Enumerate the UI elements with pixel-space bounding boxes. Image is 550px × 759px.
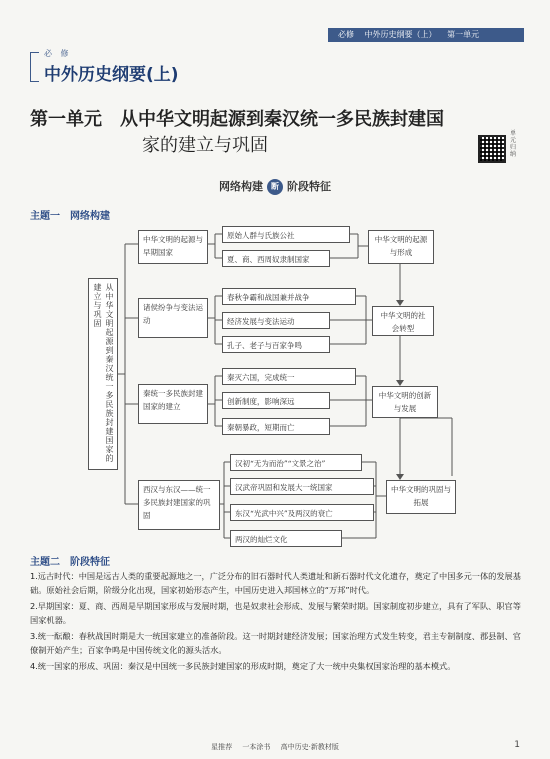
- footer-series: 一本涂书: [242, 743, 271, 751]
- feature-list: [30, 570, 528, 677]
- item-node: 孔子、老子与百家争鸣: [222, 336, 330, 353]
- book-label: [30, 48, 230, 88]
- item-node: 经济发展与变法运动: [222, 312, 330, 329]
- section-left: 网络构建: [219, 180, 263, 193]
- stage-node: 中华文明的起源与早期国家: [138, 230, 208, 264]
- running-header: [328, 28, 524, 42]
- book-category: 必 修: [44, 49, 72, 58]
- unit-title: [30, 107, 470, 159]
- result-node: 中华文明的社会转型: [372, 306, 434, 336]
- header-book: 中外历史纲要（上）: [364, 30, 437, 39]
- item-node: 原始人群与氏族公社: [222, 226, 350, 243]
- stage-node: 秦统一多民族封建国家的建立: [138, 384, 208, 424]
- item-node: 东汉“光武中兴”及两汉的衰亡: [230, 504, 374, 521]
- topic-one-number: 主题一: [30, 211, 60, 222]
- result-node: 中华文明的创新与发展: [372, 386, 438, 418]
- connector-lines: [0, 222, 550, 552]
- qr-label: 单元归纳: [510, 130, 517, 158]
- section-right: 阶段特征: [287, 180, 331, 193]
- unit-number: 第一单元: [30, 109, 102, 130]
- unit-title-line1: 从中华文明起源到秦汉统一多民族封建国: [120, 109, 444, 130]
- page-number: 1: [514, 740, 520, 750]
- book-title: 中外历史纲要(上): [44, 65, 179, 85]
- header-tag: 必修: [338, 30, 354, 39]
- feature-item: 3.统一酝酿：春秋战国时期是大一统国家建立的准备阶段。这一时期封建经济发展；国家治理方式发生转变，君主专制制度、郡县制、官僚制开始产生；百家争鸣是中国传统文化的源头活水。: [30, 631, 521, 655]
- header-unit: 第一单元: [447, 30, 480, 39]
- topic-two-number: 主题二: [30, 557, 60, 568]
- feature-item: 2.早期国家：夏、商、西周是早期国家形成与发展时期，也是奴隶社会形成、发展与繁荣时期。国家制度初步建立，具有了军队、职官等国家机器。: [30, 601, 521, 625]
- item-node: 夏、商、西周奴隶制国家: [222, 250, 330, 267]
- unit-title-line2: 家的建立与巩固: [142, 135, 268, 156]
- qr-code-icon[interactable]: [478, 135, 506, 163]
- topic-two-name: 阶段特征: [70, 557, 110, 568]
- stage-node: 西汉与东汉——统一多民族封建国家的巩固: [138, 480, 220, 530]
- footer-brand: 星推荐: [211, 743, 233, 751]
- item-node: 汉初“无为而治”“文景之治”: [230, 454, 362, 471]
- footer-subject: 高中历史·新教材版: [280, 743, 339, 751]
- topic-one-name: 网络构建: [70, 211, 110, 222]
- feature-item: 4.统一国家的形成、巩固：秦汉是中国统一多民族封建国家的形成时期，奠定了大一统中央集权国家治理的基本模式。: [30, 661, 456, 671]
- item-node: 春秋争霸和战国兼并战争: [222, 288, 356, 305]
- root-node: 从中华文明起源到秦汉统一多民族封建国家的建立与巩固: [88, 278, 118, 470]
- topic-one-heading: [30, 207, 110, 222]
- section-badge: 断: [267, 179, 283, 195]
- item-node: 汉武帝巩固和发展大一统国家: [230, 478, 374, 495]
- item-node: 两汉的灿烂文化: [230, 530, 342, 547]
- result-node: 中华文明的起源与形成: [368, 230, 434, 264]
- result-node: 中华文明的巩固与拓展: [386, 480, 456, 514]
- item-node: 秦朝暴政，短期而亡: [222, 418, 330, 435]
- section-banner: [0, 178, 550, 195]
- page-footer: [0, 742, 550, 752]
- topic-two-heading: [30, 553, 110, 568]
- stage-node: 诸侯纷争与变法运动: [138, 298, 208, 338]
- item-node: 秦灭六国，完成统一: [222, 368, 356, 385]
- network-diagram: [0, 222, 550, 552]
- feature-item: 1.远古时代：中国是远古人类的重要起源地之一，广泛分布的旧石器时代人类遗址和新石器时代文化遗存，奠定了中国多元一体的发展基础。原始社会后期，阶级分化出现，国家初始形态产生，中国历史进入邦国林立的“万邦”时代。: [30, 571, 521, 595]
- item-node: 创新制度，影响深远: [222, 392, 330, 409]
- bracket-decoration: [30, 52, 39, 82]
